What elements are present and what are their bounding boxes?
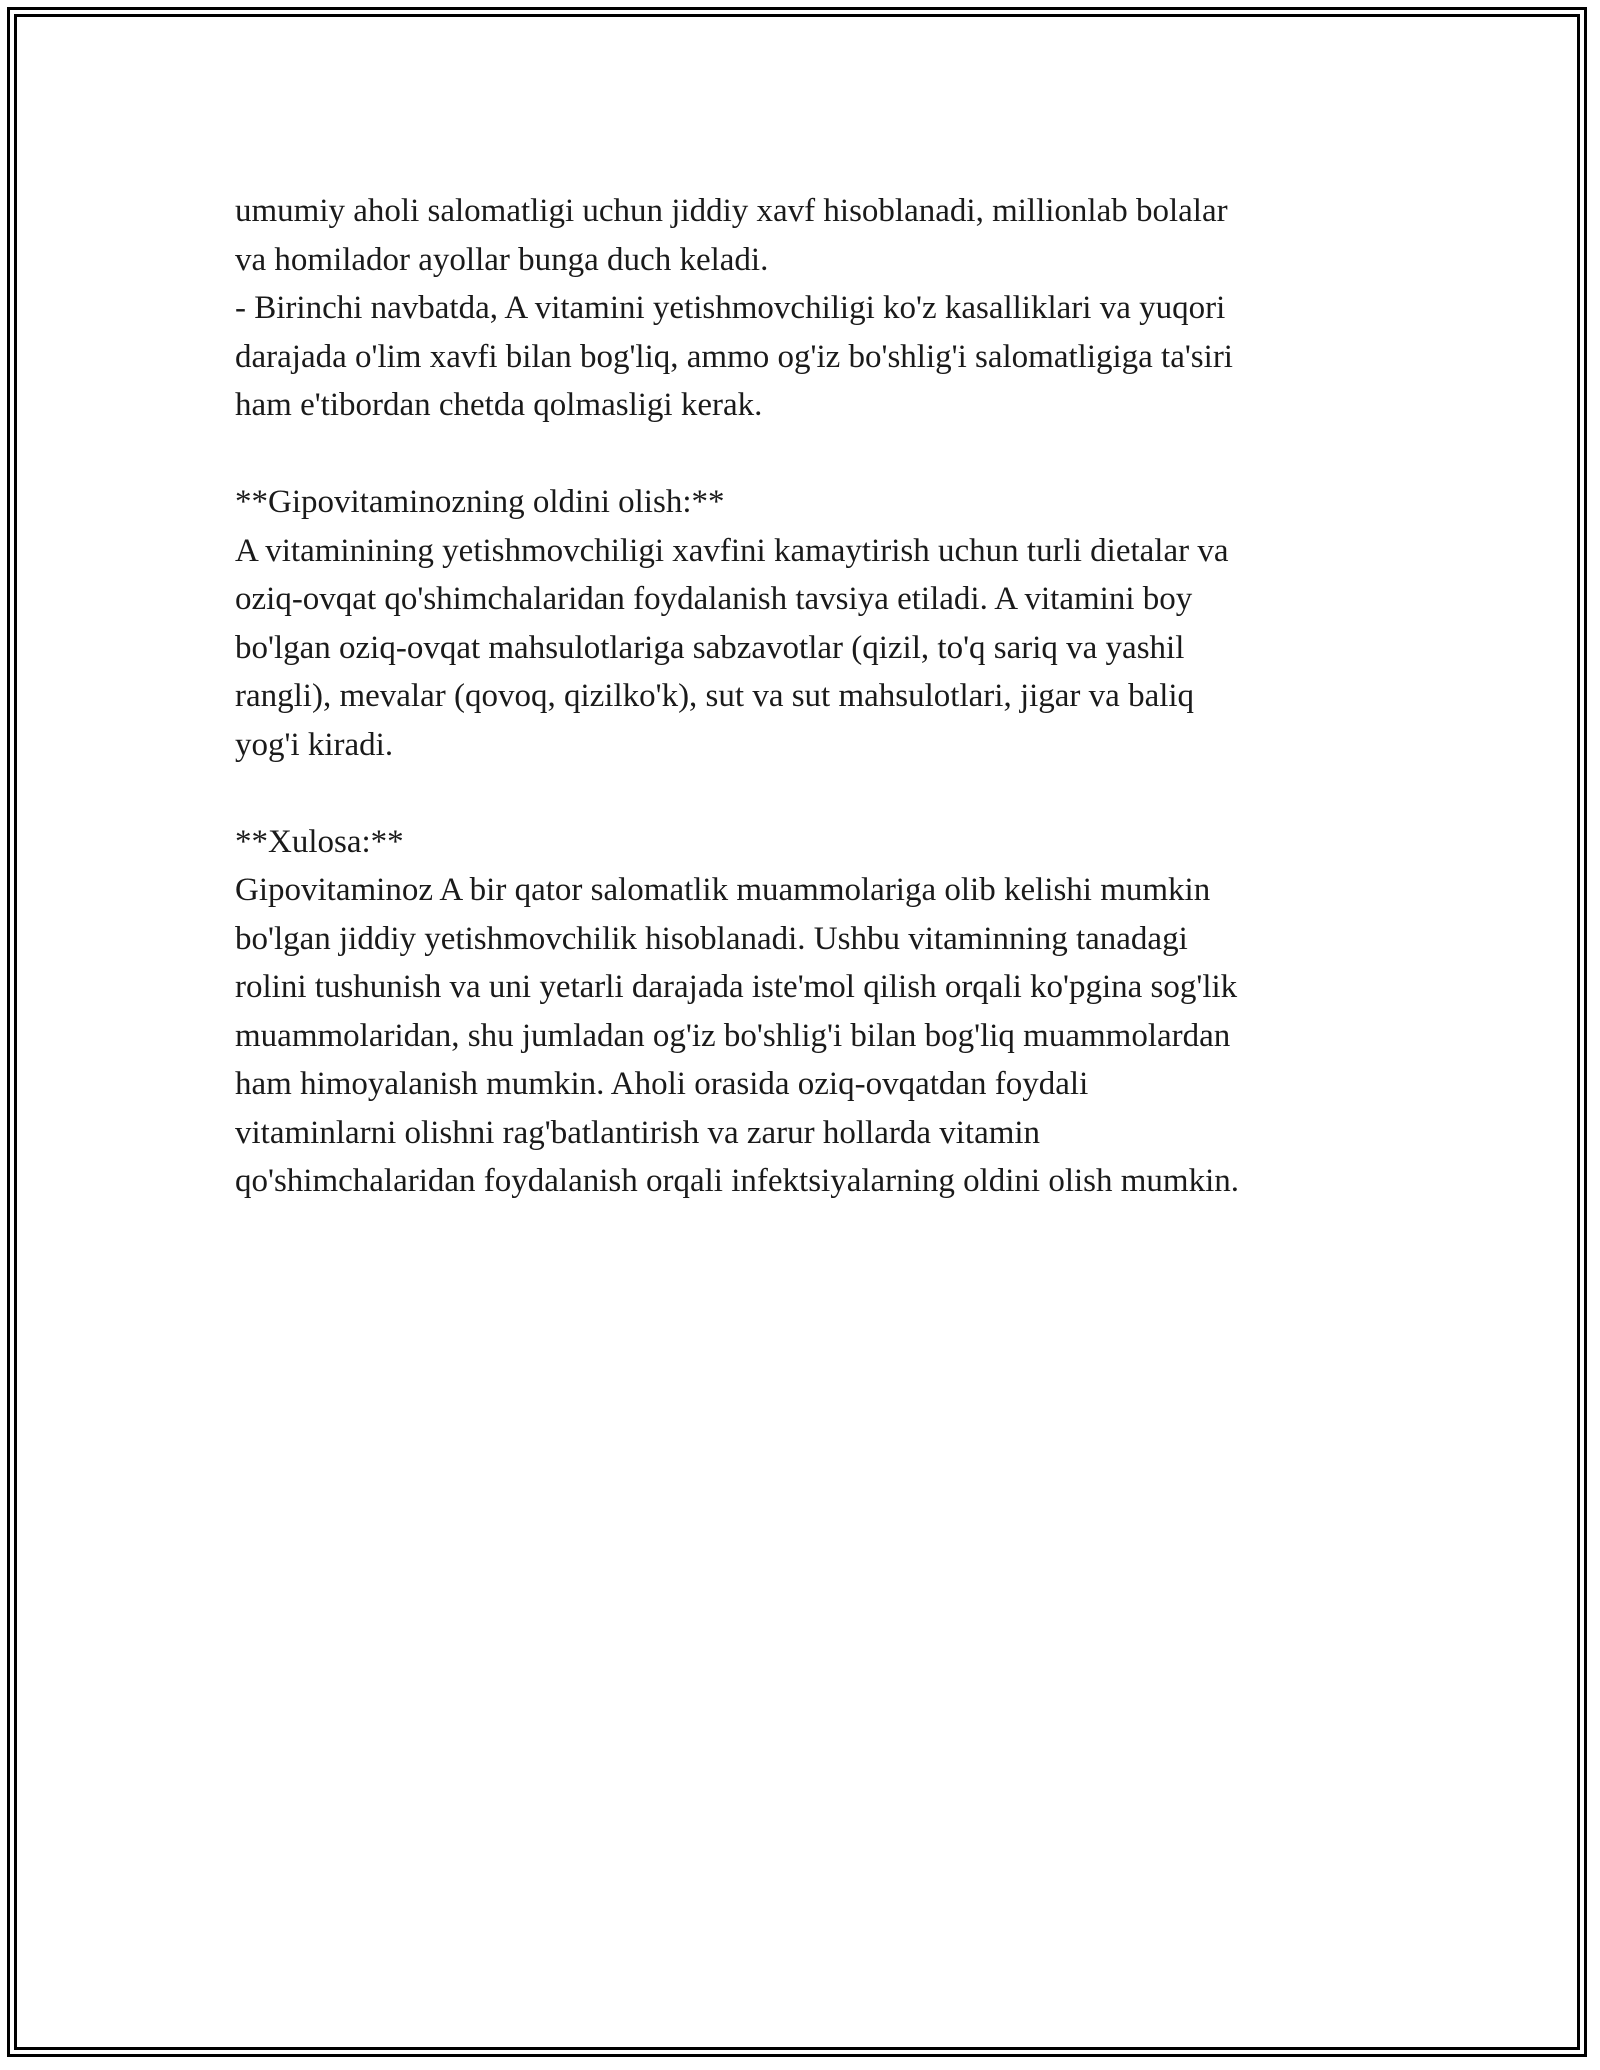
text-line: ham himoyalanish mumkin. Aholi orasida oziq-ovqatdan foydali: [235, 1066, 1089, 1102]
text-line: - Birinchi navbatda, A vitamini yetishmovchiligi ko'z kasalliklari va yuqori: [235, 290, 1226, 326]
section-heading: **Gipovitaminozning oldini olish:**: [235, 484, 725, 520]
text-line: va homilador ayollar bunga duch keladi.: [235, 241, 769, 278]
conclusion-section: [235, 818, 1365, 1206]
text-line: A vitaminining yetishmovchiligi xavfini kamaytirish uchun turli dietalar va: [235, 532, 1229, 569]
text-line: qo'shimchalaridan foydalanish orqali infektsiyalarning oldini olish mumkin.: [235, 1163, 1240, 1199]
section-heading: **Xulosa:**: [235, 823, 404, 860]
bullet-paragraph: [235, 284, 1365, 430]
text-line: muammolaridan, shu jumladan og'iz bo'shlig'i bilan bog'liq muammolardan: [235, 1017, 1231, 1054]
text-line: rangli), mevalar (qovoq, qizilko'k), sut va sut mahsulotlari, jigar va baliq: [235, 678, 1195, 714]
text-line: yog'i kiradi.: [235, 726, 394, 763]
text-line: bo'lgan oziq-ovqat mahsulotlariga sabzavotlar (qizil, to'q sariq va yashil: [235, 629, 1185, 666]
text-line: Gipovitaminoz A bir qator salomatlik muammolariga olib kelishi mumkin: [235, 872, 1211, 908]
paragraph-spacer: [235, 430, 1365, 479]
text-line: oziq-ovqat qo'shimchalaridan foydalanish tavsiya etiladi. A vitamini boy: [235, 581, 1193, 617]
text-line: rolini tushunish va uni yetarli darajada iste'mol qilish orqali ko'pgina sog'lik: [235, 969, 1238, 1005]
paragraph-spacer: [235, 769, 1365, 818]
text-line: bo'lgan jiddiy yetishmovchilik hisoblanadi. Ushbu vitaminning tanadagi: [235, 920, 1188, 957]
document-body: [235, 187, 1365, 1206]
text-line: umumiy aholi salomatligi uchun jiddiy xavf hisoblanadi, millionlab bolalar: [235, 193, 1228, 229]
text-line: darajada o'lim xavfi bilan bog'liq, ammo og'iz bo'shlig'i salomatligiga ta'siri: [235, 338, 1233, 375]
text-line: vitaminlarni olishni rag'batlantirish va zarur hollarda vitamin: [235, 1114, 1041, 1151]
intro-paragraph: [235, 187, 1365, 284]
text-line: ham e'tibordan chetda qolmasligi kerak.: [235, 387, 763, 423]
prevention-section: [235, 478, 1365, 769]
